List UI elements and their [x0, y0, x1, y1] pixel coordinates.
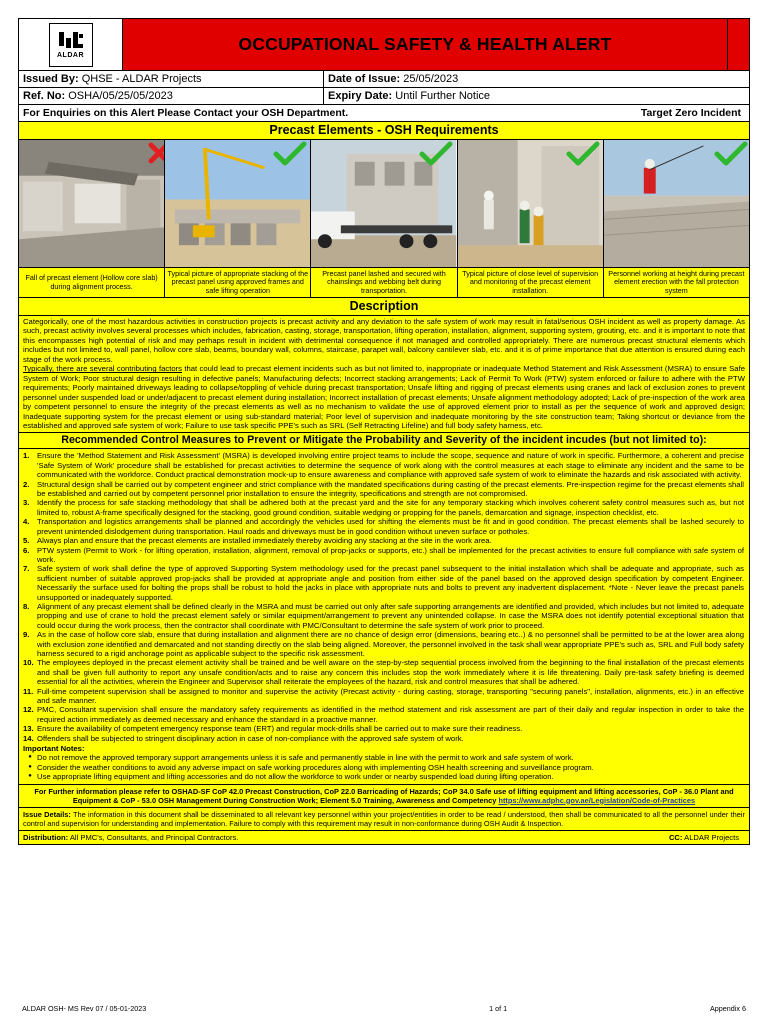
notes-list	[23, 753, 744, 781]
caption-stacking: Typical picture of appropriate stacking of the precast panel using approved frames and safe lifting operation	[165, 268, 311, 297]
recommendation-item	[23, 480, 744, 499]
recommendation-number: 12.	[23, 705, 34, 715]
aldar-logo	[49, 23, 93, 67]
recommendation-item	[23, 536, 744, 545]
page-footer	[22, 1004, 746, 1013]
recommendation-item	[23, 517, 744, 536]
recommendation-text: Ensure the 'Method Statement and Risk Assessment' (MSRA) is developed involving entire project teams to include the scope, sequence and nature of work in specific. Furthermore, a coherent and precise 'Safe System of Work' procedure shall be established for precast activities to determine the sequence of work along with the control measures at each stage to eliminate any incident and the same to be communicated with the workforce. Conduct practical demonstration mock-up to ensure awareness and compliance with approved safe system of work to eliminate the hazards and risk associated with activity.	[37, 451, 744, 480]
photo-strip	[19, 140, 749, 268]
note-text: Consider the weather conditions to avoid any adverse impact on safe working procedures along with implementing OSH health screening and surveillance program.	[37, 762, 594, 772]
recommendation-text: PTW system (Permit to Work - for lifting operation, installation, alignment, removal of prop-jacks or supports, etc.) shall be implemented for the precast activities to ensure full compliance with safe system of work.	[37, 545, 744, 564]
recommendation-item	[23, 564, 744, 602]
check-icon	[566, 141, 600, 167]
recommendations-list	[23, 451, 744, 743]
recommendation-item	[23, 630, 744, 658]
expiry-date: Expiry Date: Until Further Notice	[328, 90, 491, 102]
recommendation-item	[23, 658, 744, 686]
issued-by: Issued By: QHSE - ALDAR Projects	[19, 71, 324, 87]
footer-page: 1 of 1	[489, 1004, 508, 1013]
recommendation-number: 2.	[23, 479, 30, 489]
photo-supervision	[458, 140, 604, 267]
recommendation-text: Alignment of any precast element shall be defined clearly in the MSRA and must be carried out only after safe supporting arrangements are identified and provided, which includes but not limited to, adequate propping and use of crane to hold the precast element safely or similar equipment/arrangement to prevent any unintended collapse. In case the MSRA does not identify potential exceptional situation that could occur during the work process, then the contractor shall coordinate with PMC/Consultant to determine the safe system of work prior to proceed.	[37, 601, 744, 630]
alert-header	[19, 19, 749, 71]
cc: CC: ALDAR Projects	[668, 832, 739, 842]
description-paragraph-2: Typically, there are several contributing factors that could lead to precast element incidents such as but not limited to, inappropriate or inadequate Method Statement and Risk Assessment (MSRA) to ensure Safe System of Work; Poor structural design resulting in defective panels; Manufacturing defects; Incorrect stacking arrangements; Lack of Permit To Work (PTW) system enforced or failure to adhere with the PTW requirements; Poorly maintained driveways leading to collapse/toppling of vehicle during precast transportation; Unsafe lifting and rigging of precast elements using cranes and lack of exclusion zones to prevent personnel under suspended load or under/adjacent to precast element during installation; Incorrect installation of precast elements; Unsafe alignment methodology adopted; Lack of pre-inspection of the work area by competent personnel to ensure the integrity of the precast elements as well as no mechanism to validate the use of approved element prior to install as per the sequence of work and approved design; Inadequate supporting system for the precast element or using sub-standard material; Poor level of supervision and inadequate monitoring by the site construction team; Taking shortcut or deviance from the established and approved safe system of work; Failure to use task specific PPE's such as SRL (Self Retracting Lifeline) and full body safety harness, etc.	[23, 364, 745, 430]
recommendation-item	[23, 451, 744, 479]
distribution: Distribution: All PMC's, Consultants, and Principal Contractors.	[23, 832, 239, 842]
photo-fallen-slab	[19, 140, 165, 267]
recommendation-number: 7.	[23, 564, 30, 574]
recommendation-text: Always plan and ensure that the precast elements are installed immediately thereby avoiding any stacking at the site in the work area.	[37, 536, 492, 546]
logo-area	[19, 19, 123, 70]
bullet-icon: ●	[28, 754, 32, 761]
footer-doc-ref: ALDAR OSH- MS Rev 07 / 05-01-2023	[22, 1004, 147, 1013]
recommendation-number: 13.	[23, 724, 34, 734]
description-title: Description	[19, 298, 749, 316]
enquiry-row	[19, 105, 749, 122]
recommendation-number: 11.	[23, 686, 34, 696]
ref-number: Ref. No: OSHA/05/25/05/2023	[19, 88, 324, 104]
caption-work-at-height: Personnel working at height during precast element erection with the fall protection system	[604, 268, 749, 297]
photos-section-title: Precast Elements - OSH Requirements	[19, 122, 749, 140]
recommendation-number: 4.	[23, 517, 30, 527]
recommendation-item	[23, 546, 744, 565]
recommendation-text: As in the case of hollow core slab, ensure that during installation and alignment there are no chance of design error (dimensions, bearing etc..) & no personnel shall be permitted to be at the lower area along with exclusion zone identified and demarcated and not standing directly on the slab being aligned. Moreover, the personnel involved in the task shall wear appropriate PPE's such as, SRL and Full body safety harness secured to a rigid anchorage point as applicable subject to the specific risk assessment.	[37, 630, 744, 658]
check-icon	[273, 141, 307, 167]
recommendation-number: 9.	[23, 630, 30, 640]
recommendation-number: 10.	[23, 658, 34, 668]
distribution-row	[19, 831, 749, 844]
date-of-issue: Date of Issue: 25/05/2023	[328, 73, 459, 85]
recommendation-text: The employees deployed in the precast element activity shall be trained and be well aware on the step-by-step sequential process involved from the beginning to the final installation of the precast elements and shall be given full authority to report any unsafe condition/acts and to raise any concern this includes stop the work immediately where it is life threatening. Daily pre-task safety briefing is deemed essential for all the activities, wherein the Engineer and Supervisor shall reiterate the employees of the hazard, risk and control measures that shall be adhered.	[37, 658, 744, 687]
recommendation-text: Safe system of work shall define the type of approved Supporting System methodology used for the precast panel subsequent to the initial installation which shall be adequate and appropriate, such as sufficient number of suitable approved prop-jacks shall be provided at appropriate angle and position from either side of the panel based on the approved design specification by competent Engineer. Necessarily the surface used for bolting the props shall be robust to hold the jacks in place with appropriate nuts and bolts to prevent any inadvertent displacement. *Note - Never leave the precast panels unsupported or inadequately supported.	[37, 564, 744, 602]
alert-title: OCCUPATIONAL SAFETY & HEALTH ALERT	[123, 19, 727, 70]
alert-sheet	[18, 18, 750, 845]
note-item	[23, 772, 744, 781]
caption-supervision: Typical picture of close level of supervision and monitoring of the precast element installation.	[458, 268, 604, 297]
recommendation-item	[23, 724, 744, 733]
check-icon	[714, 141, 748, 167]
header-corner	[727, 19, 749, 70]
check-icon	[419, 141, 453, 167]
photo-stacking	[165, 140, 311, 267]
recommendation-text: Ensure the availability of competent emergency response team (ERT) and regular mock-drills shall be carried out to make sure their readiness.	[37, 724, 523, 734]
note-item	[23, 753, 744, 762]
enquiry-text: For Enquiries on this Alert Please Contact your OSH Department.	[23, 107, 349, 119]
caption-transport: Precast panel lashed and secured with chainslings and webbing belt during transportation.	[311, 268, 457, 297]
recommendation-item	[23, 498, 744, 517]
references-link[interactable]: https://www.adphc.gov.ae/Legislation/Code-of-Practices	[498, 795, 696, 805]
bullet-icon: ●	[28, 773, 32, 780]
references-text: For Further information please refer to OSHAD-SF CoP 42.0 Precast Construction, CoP 22.0 Barricading of Hazards; CoP 34.0 Safe use of lifting equipment and lifting accessories, CoP - 36.0 Plant and Equipment & CoP - 53.0 OSH Management During Construction Work; Element 5.0 Training, Awareness and Competency	[34, 786, 734, 805]
cross-icon	[147, 141, 165, 165]
recommendation-text: Transportation and logistics arrangements shall be planned and accordingly the vehicles used for shifting the elements must be fit and in good condition. The precast elements shall be lashed securely to prevent unintended dislodgement during transportation. Haul roads and driveways must be in good condition without uneven surface or potholes.	[37, 517, 744, 536]
recommendation-text: Full-time competent supervision shall be assigned to monitor and supervise the activity (Precast activity - during casting, storage, transporting "securing panels", installation, alignments, etc.) in an effective and safe manner.	[37, 686, 744, 705]
bullet-icon: ●	[28, 763, 32, 770]
aldar-logo-mark-icon	[57, 30, 85, 52]
ref-row	[19, 88, 749, 105]
notes-title: Important Notes:	[23, 744, 85, 754]
recommendation-number: 5.	[23, 536, 30, 546]
logo-text: ALDAR	[57, 52, 84, 59]
footer-appendix: Appendix 6	[710, 1004, 746, 1013]
recommendation-text: Identify the process for safe stacking methodology that shall be adhered both at the precast yard and the site for any temporary stacking which involves coherent safety control measures such as, but not limited to, robust A-frame specifically designed for the stacking, good ground condition, suitable wedging or propping for the panels, demarcation and signage, inspection checklist, etc.	[37, 498, 744, 517]
caption-fallen-slab: Fall of precast element (Hollow core slab) during alignment process.	[19, 268, 165, 297]
photo-transport	[311, 140, 457, 267]
recommendation-text: Offenders shall be subjected to stringent disciplinary action in case of non-compliance with the approved safe system of work.	[37, 733, 464, 743]
recommendations-body	[19, 449, 749, 784]
target-text: Target Zero Incident	[640, 107, 741, 119]
recommendation-number: 8.	[23, 601, 30, 611]
fallen-slab-image	[19, 140, 164, 267]
note-text: Use appropriate lifting equipment and lifting accessories and do not allow the workforce to work under or nearby suspended load during lifting operation.	[37, 772, 554, 782]
recommendation-number: 6.	[23, 545, 30, 555]
recommendation-text: PMC, Consultant supervision shall ensure the mandatory safety requirements as identified in the method statement and risk assessment are part of their daily and regular inspection in order to take the required action immediately as deemed necessary and enhance the standard in a proactive manner.	[37, 705, 744, 724]
recommendation-text: Structural design shall be carried out by competent engineer and strict compliance with the mandated specifications during casting of the precast elements. Pre-inspection regime for the precast elements shall be established and carried out by competent personnel prior installation to ensure the integrity, specifications and strength are not compromised.	[37, 479, 744, 499]
recommendations-title: Recommended Control Measures to Prevent or Mitigate the Probability and Severity of the incident incudes (but not limited to):	[19, 433, 749, 449]
recommendation-number: 3.	[23, 498, 30, 508]
issue-details: Issue Details: The information in this document shall be disseminated to all relevant key personnel within your project/entities in order to be read / understood, then shall be communicated to all the personnel under their control and supervision for understanding and implementation. Failure to comply with this requirement may result in non-conformance during OSH Audit & Inspection.	[19, 808, 749, 831]
photo-work-at-height	[604, 140, 749, 267]
photo-captions	[19, 268, 749, 298]
recommendation-number: 14.	[23, 733, 34, 743]
recommendation-item	[23, 602, 744, 630]
description-paragraph-1: Categorically, one of the most hazardous activities in construction projects is precast activity and any deviation to the safe system of work may result in fatal/serious OSH incident as well as property damage. As such, precast activity involves several processes which includes, fabrication, casting, storage, transportation, lifting operation, installation, alignment, supporting system, grouting, etc. and it is important to note that this encompasses high potential of risk and may perhaps result in incident with detrimental consequence if not managed and controlled appropriately. There are numerous precast structural elements which includes but not limited to, wall panel, hollow core slab, beams, boundary wall, columns, staircase, parapet wall, balcony cantilever slab, etc. and it is of prime importance that due attention is ensured during each stage of the work process.	[23, 317, 745, 364]
issue-row	[19, 71, 749, 88]
recommendation-number: 1.	[23, 451, 30, 461]
recommendation-item	[23, 705, 744, 724]
note-item	[23, 763, 744, 772]
references	[19, 785, 749, 808]
recommendation-item	[23, 734, 744, 743]
note-text: Do not remove the approved temporary support arrangements unless it is safe and permanently stable in line with the permit to work and safe system of work.	[37, 753, 574, 763]
recommendation-item	[23, 687, 744, 706]
description-body	[19, 316, 749, 433]
